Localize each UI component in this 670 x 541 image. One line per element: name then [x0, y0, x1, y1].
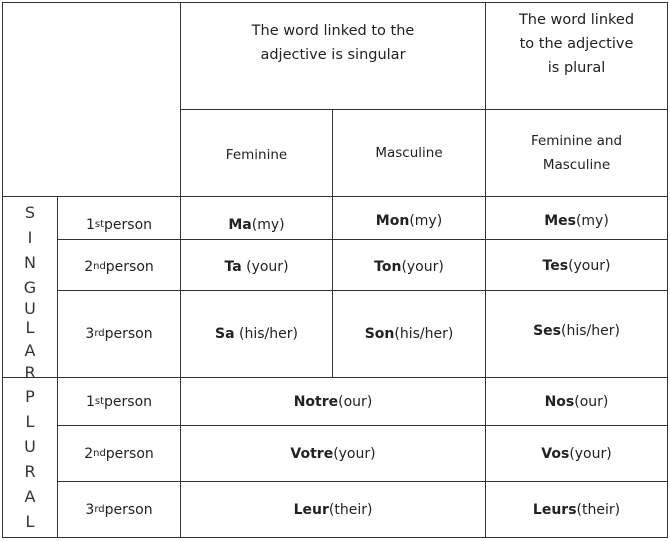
side-letter: A — [24, 487, 36, 506]
header-plural — [486, 3, 667, 109]
side-letter: N — [24, 253, 36, 272]
header-plural-line2: to the adjective — [519, 36, 634, 52]
side-letter: S — [24, 203, 36, 222]
header-feminine-masculine — [486, 110, 667, 196]
adjective-meaning: (your) — [568, 258, 611, 274]
singular-side-label — [3, 200, 57, 383]
adjective-bold: Leur — [293, 501, 329, 518]
plural-cell — [486, 426, 667, 481]
side-letter: U — [24, 299, 36, 318]
feminine-cell — [181, 240, 332, 290]
person-num: 2 — [84, 259, 94, 275]
person-num: 2 — [84, 445, 94, 462]
person-num: 1 — [85, 217, 95, 233]
adjective-bold: Ta — [224, 259, 242, 275]
adjective-bold: Leurs — [532, 501, 577, 518]
masculine-cell — [333, 291, 485, 377]
adjective-meaning: (their) — [576, 501, 621, 518]
plural-cell — [486, 291, 667, 377]
singular-merged-cell — [181, 426, 485, 481]
person-word: person — [104, 217, 153, 233]
person-sup: nd — [93, 261, 106, 272]
adjective-meaning: (their) — [328, 501, 373, 518]
header-feminine: Feminine — [225, 147, 288, 163]
corner-top — [2, 2, 180, 3]
adjective-bold: Nos — [544, 393, 575, 410]
adjective-bold: Son — [364, 326, 395, 342]
person-cell — [58, 482, 180, 537]
adjective-bold: Mon — [375, 213, 410, 229]
singular-merged-cell — [181, 482, 485, 537]
header-singular-line1: The word linked to the — [251, 23, 415, 39]
header-plural-line3: is plural — [547, 60, 606, 76]
adjective-meaning: (his/her) — [394, 326, 454, 342]
person-cell — [58, 378, 180, 425]
singular-merged-cell — [181, 378, 485, 425]
side-letter: G — [23, 278, 37, 297]
person-word: person — [104, 326, 153, 342]
side-letter: R — [24, 363, 36, 382]
side-letter: I — [27, 228, 33, 247]
header-fem-masc-line1: Feminine and — [530, 133, 623, 149]
adjective-meaning: (my) — [251, 217, 285, 233]
adjective-meaning: (your) — [569, 445, 612, 462]
person-sup: st — [94, 219, 105, 230]
side-letter: L — [25, 318, 35, 337]
side-letter: R — [24, 462, 36, 481]
adjective-bold: Ma — [228, 217, 252, 233]
person-cell — [58, 291, 180, 377]
adjective-meaning: (his/her) — [560, 323, 620, 339]
adjective-meaning: (his/her) — [234, 326, 298, 342]
side-letter: P — [25, 387, 35, 406]
side-letter: L — [25, 512, 35, 531]
header-plural-line1: The word linked — [518, 12, 635, 28]
plural-cell — [486, 240, 667, 290]
adjective-bold: Tes — [542, 258, 569, 274]
person-sup: rd — [94, 328, 105, 339]
adjective-bold: Mes — [544, 213, 576, 229]
person-num: 3 — [85, 501, 95, 518]
header-singular-line2: adjective is singular — [260, 47, 406, 63]
adjective-meaning: (my) — [575, 213, 609, 229]
masculine-cell — [333, 240, 485, 290]
table-border-bottom — [2, 537, 668, 538]
header-fem-masc-line2: Masculine — [542, 157, 611, 173]
person-sup: st — [94, 395, 105, 407]
adjective-meaning: (your) — [241, 259, 289, 275]
feminine-cell — [181, 291, 332, 377]
adjective-meaning: (our) — [338, 393, 373, 410]
adjective-meaning: (my) — [409, 213, 443, 229]
feminine-cell — [181, 197, 332, 239]
plural-side-label — [3, 384, 57, 534]
adjective-bold: Ton — [374, 259, 402, 275]
person-cell — [58, 240, 180, 290]
side-letter: U — [24, 437, 36, 456]
adjective-bold: Sa — [215, 326, 235, 342]
adjective-meaning: (your) — [401, 259, 444, 275]
header-masculine: Masculine — [375, 145, 443, 161]
person-num: 3 — [85, 326, 95, 342]
adjective-bold: Ses — [533, 323, 561, 339]
plural-cell — [486, 482, 667, 537]
person-cell — [58, 197, 180, 239]
person-word: person — [104, 501, 153, 518]
possessive-adjectives-table — [2, 2, 668, 538]
adjective-bold: Notre — [293, 393, 339, 410]
table-border-right — [667, 2, 668, 538]
person-num: 1 — [85, 393, 95, 410]
adjective-meaning: (our) — [574, 393, 609, 410]
side-letter: L — [25, 412, 35, 431]
header-singular — [181, 3, 485, 109]
person-sup: rd — [94, 503, 105, 515]
adjective-bold: Votre — [290, 445, 334, 462]
side-letter: A — [24, 341, 36, 360]
person-word: person — [105, 259, 154, 275]
masculine-cell — [333, 197, 485, 239]
person-word: person — [104, 393, 153, 410]
plural-cell — [486, 378, 667, 425]
adjective-meaning: (your) — [333, 445, 376, 462]
plural-cell — [486, 197, 667, 239]
person-cell — [58, 426, 180, 481]
adjective-bold: Vos — [541, 445, 570, 462]
person-word: person — [105, 445, 154, 462]
person-sup: nd — [93, 447, 106, 459]
